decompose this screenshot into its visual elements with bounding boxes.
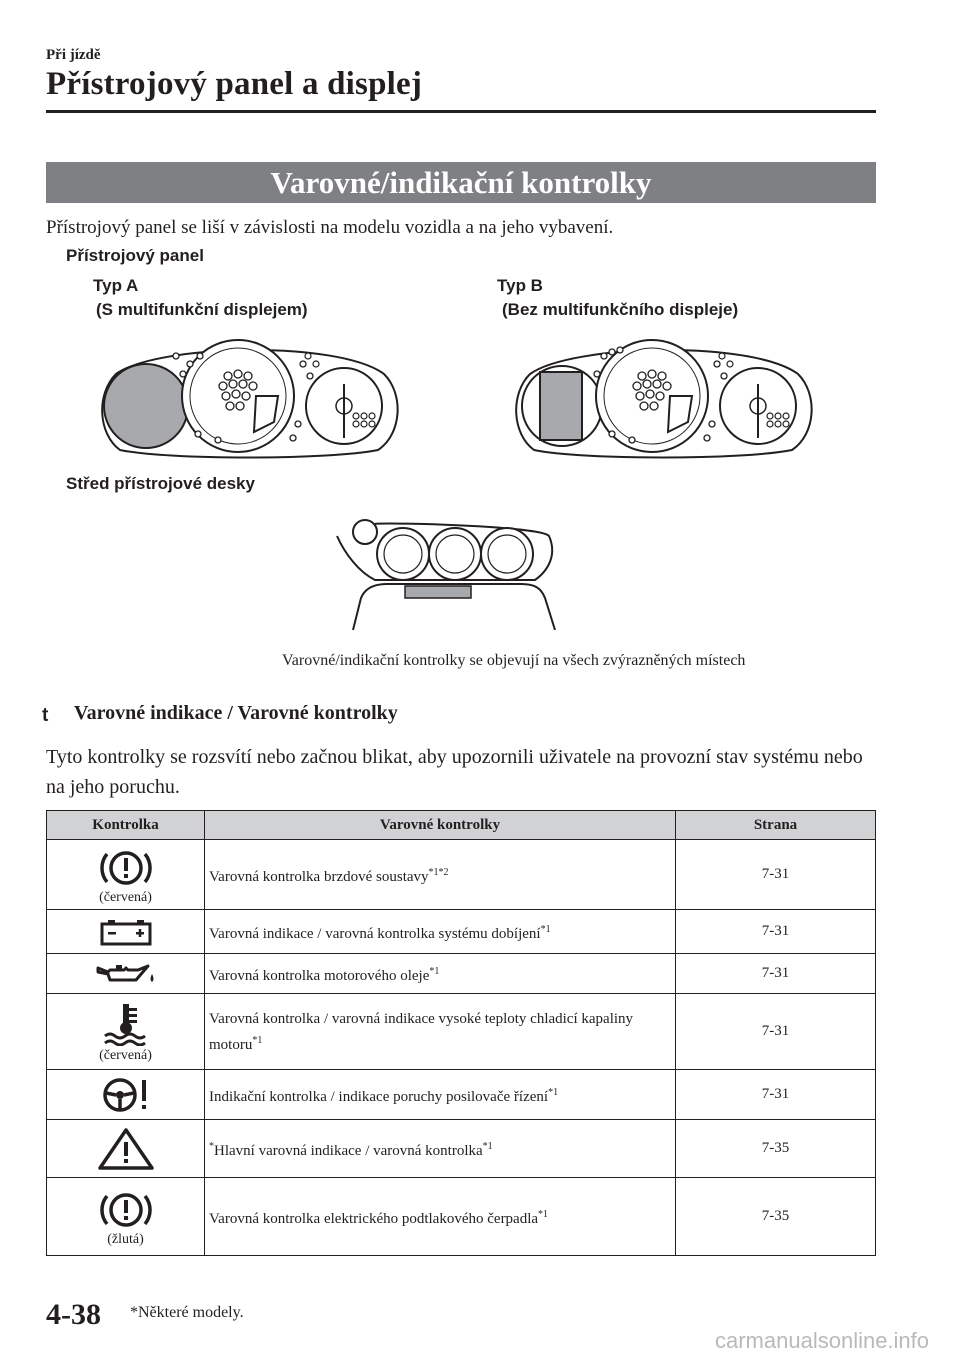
footnote-ref: *1 — [548, 1086, 559, 1098]
page-ref: 7-35 — [676, 1178, 876, 1256]
figure-caption: Varovné/indikační kontrolky se objevují na všech zvýrazněných místech — [282, 652, 746, 669]
description: Varovná indikace / varovná kontrolka systému dobíjení — [209, 925, 541, 942]
footnote-ref: *1*2 — [428, 866, 449, 878]
table-row — [47, 1120, 876, 1178]
intro-text: Přístrojový panel se liší v závislosti na modelu vozidla a na jeho vybavení. — [46, 217, 614, 238]
battery-icon — [98, 918, 154, 946]
color-label: (žlutá) — [107, 1231, 144, 1247]
cluster-type-b-illustration — [512, 334, 816, 462]
column-header-description: Varovné kontrolky — [205, 811, 676, 840]
column-header-page: Strana — [676, 811, 876, 840]
figure-panel-label: Přístrojový panel — [66, 246, 204, 265]
page-ref: 7-31 — [676, 954, 876, 994]
footnote-ref: *1 — [538, 1208, 549, 1220]
footnote-ref: *1 — [252, 1034, 263, 1046]
color-label: (červená) — [99, 1047, 152, 1063]
vacuum-pump-warning-icon — [98, 1190, 154, 1230]
figure-type-b-subtitle: (Bez multifunkčního displeje) — [502, 300, 739, 319]
table-row — [47, 840, 876, 910]
watermark: carmanualsonline.info — [715, 1328, 930, 1353]
master-warning-icon — [96, 1126, 156, 1172]
footnote-text: *Některé modely. — [130, 1304, 244, 1321]
description: Varovná kontrolka / varovná indikace vysoké teploty chladicí kapaliny motoru — [209, 1010, 634, 1053]
sub-heading: Varovné indikace / Varovné kontrolky — [74, 702, 398, 724]
description: Indikační kontrolka / indikace poruchy posilovače řízení — [209, 1088, 549, 1105]
coolant-temp-icon — [101, 1002, 151, 1046]
warning-lights-table — [46, 810, 876, 1256]
table-row — [47, 1178, 876, 1256]
center-console-illustration — [335, 514, 565, 634]
page-ref: 7-31 — [676, 910, 876, 954]
column-header-indicator: Kontrolka — [47, 811, 205, 840]
page-ref: 7-35 — [676, 1120, 876, 1178]
table-row — [47, 994, 876, 1070]
page-ref: 7-31 — [676, 840, 876, 910]
section-subtitle: Při jízdě — [46, 47, 101, 63]
figure-center-label: Střed přístrojové desky — [66, 474, 255, 493]
cluster-type-a-illustration — [98, 334, 402, 462]
table-header-row — [47, 811, 876, 840]
power-steering-icon — [98, 1077, 154, 1113]
page-ref: 7-31 — [676, 994, 876, 1070]
description: Hlavní varovná indikace / varovná kontrolka — [214, 1142, 483, 1159]
color-label: (červená) — [99, 889, 152, 905]
oil-can-icon — [94, 962, 158, 986]
figure-type-a-subtitle: (S multifunkční displejem) — [96, 300, 308, 319]
table-row — [47, 910, 876, 954]
table-row — [47, 954, 876, 994]
page-number: 4-38 — [46, 1298, 101, 1331]
description: Varovná kontrolka motorového oleje — [209, 967, 430, 984]
body-paragraph: Tyto kontrolky se rozsvítí nebo začnou blikat, aby upozornili uživatele na provozní stav systému nebo na jeho poruchu. — [46, 746, 863, 798]
title-divider — [46, 110, 876, 113]
section-banner: Varovné/indikační kontrolky — [46, 162, 876, 203]
footnote-ref: *1 — [429, 965, 440, 977]
page-title: Přístrojový panel a displej — [46, 66, 423, 102]
brake-warning-icon — [98, 848, 154, 888]
figure-type-a-label: Typ A — [93, 276, 139, 295]
description: Varovná kontrolka brzdové soustavy — [209, 868, 429, 885]
footnote-ref: *1 — [540, 923, 551, 935]
footnote-ref: *1 — [482, 1140, 493, 1152]
bullet-marker: t — [42, 705, 49, 726]
description: Varovná kontrolka elektrického podtlakového čerpadla — [209, 1210, 539, 1227]
page-ref: 7-31 — [676, 1070, 876, 1120]
footnote-marker: * — [209, 1140, 214, 1152]
figure-type-b-label: Typ B — [497, 276, 543, 295]
table-row — [47, 1070, 876, 1120]
